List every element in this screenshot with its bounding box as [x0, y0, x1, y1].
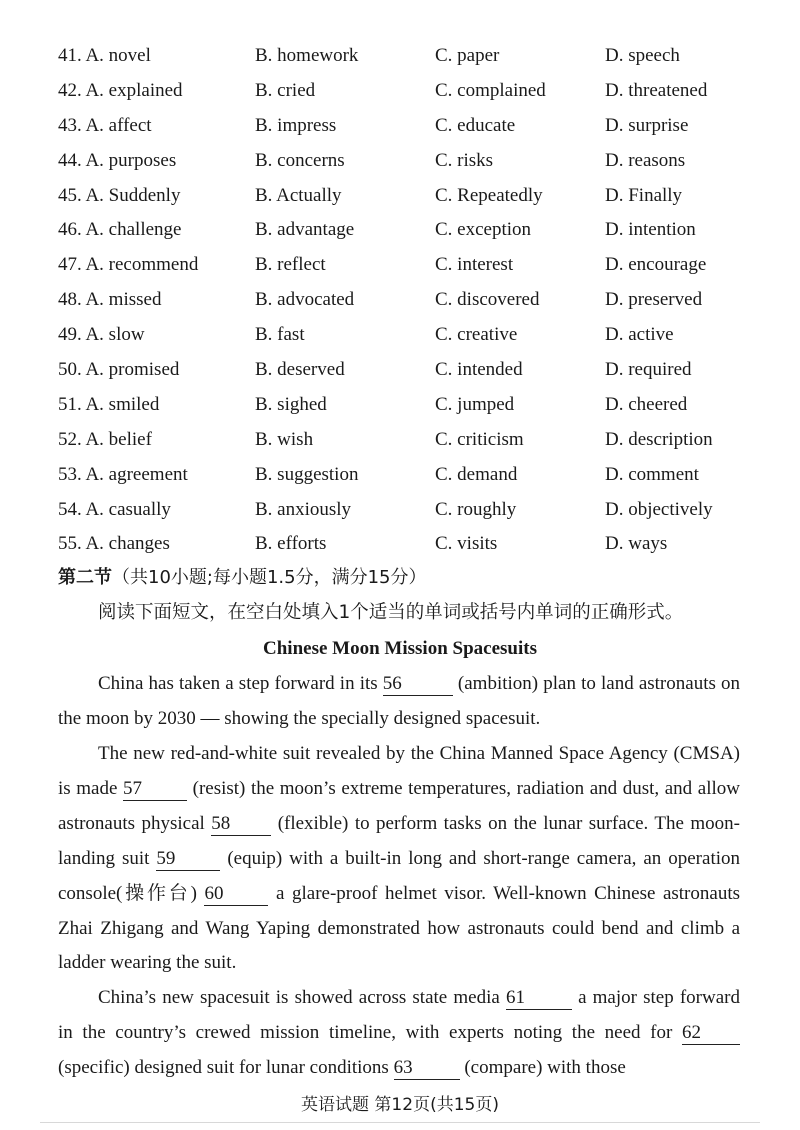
option-b: B. impress: [255, 114, 337, 136]
option-b: B. cried: [255, 79, 316, 101]
option-a-text: A. purposes: [85, 149, 177, 171]
option-b: B. advocated: [255, 289, 355, 311]
options-list: [58, 43, 758, 566]
option-a: [58, 252, 198, 278]
option-a-text: A. casually: [85, 498, 171, 520]
paragraph-3: [58, 981, 740, 1086]
option-b: B. fast: [255, 324, 305, 346]
text-run: a major step forward in the country’s crewed mission timeline, with experts noting the need for: [58, 987, 740, 1043]
option-a: [58, 322, 145, 348]
option-row: [58, 497, 758, 532]
option-c: C. interest: [435, 254, 514, 276]
option-c: C. paper: [435, 45, 500, 66]
option-d: D. speech: [605, 45, 680, 66]
option-a: [58, 497, 171, 523]
option-c: C. jumped: [435, 393, 515, 415]
option-a-text: A. promised: [85, 359, 180, 381]
option-b: B. advantage: [255, 219, 355, 241]
option-a: [58, 531, 170, 557]
option-row: [58, 427, 758, 462]
option-a: [58, 217, 181, 243]
option-row: [58, 287, 758, 322]
blank-60: 60: [204, 883, 268, 906]
question-number: 46.: [58, 219, 82, 241]
option-row: [58, 183, 758, 218]
option-row: [58, 531, 758, 566]
blank-59: 59: [156, 848, 220, 871]
question-number: 48.: [58, 289, 82, 311]
option-d: D. preserved: [605, 289, 703, 311]
option-b: B. deserved: [255, 359, 345, 381]
question-number: 44.: [58, 149, 82, 171]
passage-title: Chinese Moon Mission Spacesuits: [263, 638, 537, 659]
option-c: C. visits: [435, 533, 498, 555]
option-b: B. anxiously: [255, 498, 352, 520]
option-b: B. Actually: [255, 184, 342, 206]
blank-58: 58: [211, 813, 271, 836]
option-b: B. efforts: [255, 533, 327, 555]
question-number: 51.: [58, 393, 82, 415]
option-a-text: A. affect: [85, 114, 152, 136]
option-c: C. creative: [435, 324, 518, 346]
option-c: C. Repeatedly: [435, 184, 543, 206]
page-footer: 英语试题 第12页(共15页): [301, 1095, 499, 1115]
option-a: [58, 427, 152, 453]
paragraph-2: [58, 737, 740, 981]
option-a-text: A. explained: [85, 79, 183, 101]
option-d: D. intention: [605, 219, 696, 241]
option-b: B. reflect: [255, 254, 326, 276]
option-d: D. required: [605, 359, 692, 381]
blank-56: 56: [383, 673, 453, 696]
blank-63: 63: [394, 1057, 460, 1080]
option-b: B. concerns: [255, 149, 345, 171]
instruction-text: 阅读下面短文，在空白处填入1个适当的单词或括号内单词的正确形式。: [98, 602, 684, 623]
text-run: (resist) the moon’s extreme temperatures, radiation and dust, and allow astronauts physical: [58, 777, 740, 834]
option-row: [58, 43, 758, 78]
question-number: 45.: [58, 184, 82, 206]
option-b: B. homework: [255, 45, 359, 66]
option-b: B. suggestion: [255, 463, 359, 485]
option-row: [58, 217, 758, 252]
text-run: a glare-proof helmet visor. Well-known Chinese astronauts Zhai Zhigang and Wang Yaping demonstrated how astronauts could bend and climb a ladder wearing the suit.: [58, 882, 740, 974]
question-number: 55.: [58, 533, 82, 555]
question-number: 41.: [58, 45, 82, 66]
blank-57: 57: [123, 778, 187, 801]
option-a-text: A. smiled: [85, 393, 160, 415]
option-c: C. criticism: [435, 428, 524, 450]
text-run: China’s new spacesuit is showed across state media: [98, 987, 506, 1008]
option-a: [58, 43, 151, 69]
option-a: [58, 287, 161, 313]
option-b: B. sighed: [255, 393, 327, 415]
option-row: [58, 462, 758, 497]
option-d: D. ways: [605, 533, 668, 555]
option-a-text: A. missed: [85, 289, 162, 311]
question-number: 50.: [58, 359, 82, 381]
option-a-text: A. recommend: [85, 254, 199, 276]
option-a-text: A. changes: [85, 533, 170, 555]
text-run: (compare) with those: [459, 1056, 626, 1078]
text-run: (ambition) plan to land astronauts on the moon by 2030 — showing the specially designed spacesuit.: [58, 673, 740, 729]
option-c: C. educate: [435, 114, 516, 136]
option-a-text: A. agreement: [85, 463, 188, 485]
option-row: [58, 113, 758, 148]
option-row: [58, 148, 758, 183]
text-run: (specific) designed suit for lunar conditions: [58, 1056, 394, 1078]
option-d: D. surprise: [605, 114, 689, 136]
option-d: D. reasons: [605, 149, 686, 171]
text-run: The new red-and-white suit revealed by the China Manned Space Agency (CMSA) is made: [58, 743, 740, 799]
option-a: [58, 183, 180, 209]
option-d: D. cheered: [605, 393, 688, 415]
option-a-text: A. slow: [85, 324, 145, 346]
option-a: [58, 392, 159, 418]
option-d: D. Finally: [605, 184, 683, 206]
option-a-text: A. novel: [85, 45, 151, 66]
option-d: D. threatened: [605, 79, 708, 101]
section-heading: [58, 565, 427, 591]
question-number: 43.: [58, 114, 82, 136]
option-c: C. discovered: [435, 289, 540, 311]
question-number: 49.: [58, 324, 82, 346]
option-a-text: A. belief: [85, 428, 152, 450]
option-row: [58, 357, 758, 392]
option-d: D. objectively: [605, 498, 713, 520]
option-d: D. encourage: [605, 254, 707, 276]
option-a: [58, 462, 188, 488]
blank-61: 61: [506, 987, 572, 1010]
text-run: China has taken a step forward in its: [98, 673, 383, 694]
option-a: [58, 148, 176, 174]
option-b: B. wish: [255, 428, 314, 450]
option-row: [58, 392, 758, 427]
option-d: D. active: [605, 324, 674, 346]
question-number: 47.: [58, 254, 82, 276]
option-a-text: A. challenge: [85, 219, 182, 241]
option-c: C. demand: [435, 463, 518, 485]
text-run: (flexible) to perform tasks on the lunar surface. The moon-landing suit: [58, 812, 740, 869]
section-title: 第二节: [58, 567, 112, 588]
option-d: D. description: [605, 428, 713, 450]
option-c: C. intended: [435, 359, 523, 381]
option-c: C. risks: [435, 149, 494, 171]
text-run: (equip) with a built-in long and short-range camera, an operation console(操作台): [58, 847, 740, 904]
option-a-text: A. Suddenly: [85, 184, 181, 206]
option-row: [58, 252, 758, 287]
option-d: D. comment: [605, 463, 699, 485]
option-c: C. exception: [435, 219, 532, 241]
question-number: 54.: [58, 498, 82, 520]
option-row: [58, 78, 758, 113]
footer-divider: [40, 1122, 760, 1123]
question-number: 53.: [58, 463, 82, 485]
section-rule: （共10小题;每小题1.5分，满分15分）: [112, 567, 427, 588]
option-a: [58, 357, 179, 383]
question-number: 52.: [58, 428, 82, 450]
option-row: [58, 322, 758, 357]
option-c: C. roughly: [435, 498, 517, 520]
question-number: 42.: [58, 79, 82, 101]
option-a: [58, 113, 152, 139]
option-a: [58, 78, 183, 104]
paragraph-1: [58, 667, 740, 737]
option-c: C. complained: [435, 79, 546, 101]
blank-62: 62: [682, 1022, 740, 1045]
